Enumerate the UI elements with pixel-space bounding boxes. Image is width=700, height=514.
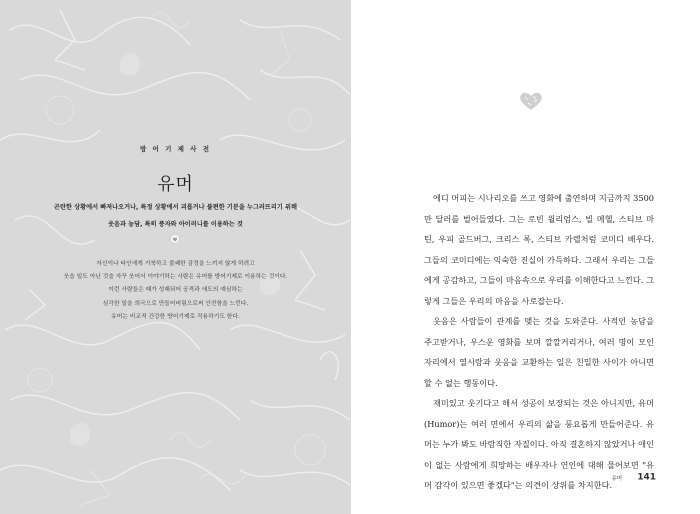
definition-notes — [0, 258, 351, 324]
definition-lead — [0, 199, 351, 233]
page-footer — [611, 467, 656, 486]
note-line: 자신이나 타인에게 거북하고 불쾌한 감정을 느끼지 않게 하려고 — [96, 261, 255, 267]
right-page — [351, 0, 700, 514]
page-title: 유머 — [157, 174, 194, 195]
note-line: 웃을 일도 아닌 것을 자꾸 웃어서 이야기하는 사람은 유머를 방어기제로 이용하는 것이다. — [63, 274, 288, 281]
lead-line: 곤란한 상황에서 빠져나오거나, 특정 상황에서 괴롭거나 불편한 기분을 누그러뜨리기 위해 — [54, 204, 297, 211]
heart-ornament-icon — [170, 234, 180, 244]
heart-icon — [519, 91, 543, 111]
note-line: 심각한 일을 희극으로 만들어버림으로써 안전함을 느낀다. — [102, 300, 249, 307]
paragraph: 웃음은 사람들이 관계를 맺는 것을 도와준다. 사적인 농담을 주고받거나, 우스운 영화를 보며 깔깔거리거나, 여러 명이 모인 자리에서 열시람과 웃음을 교환하는 일은 친밀한 사이가 아니면 할 수 없는 행동이다. — [424, 316, 654, 388]
page-number: 141 — [637, 472, 656, 483]
running-title: 유머 — [611, 475, 623, 482]
section-kicker: 방 어 기 제 사 전 — [140, 145, 211, 153]
paragraph: 재미있고 웃기다고 해서 성공이 보장되는 것은 아니지만, 유머(Humor)는 여러 면에서 우리의 삶을 풍요롭게 만들어준다. 유머는 누가 봐도 바람직한 자질이다. 아직 결혼하지 않았거나 애인이 없는 사람에게 희망하는 배우자나 연인에 대해 물어보면 "유머 감각이 있으면 좋겠다"는 의견이 상위를 차지한다. — [424, 398, 654, 490]
body-text — [424, 188, 654, 496]
paragraph: 에디 머피는 시나리오를 쓰고 영화에 출연하며 지금까지 3500만 달러를 벌어들였다. 그는 로빈 윌리엄스, 빌 메헬, 스티브 마틴, 우피 골드버그, 크리스 록, 스티브 카렐처럼 코미디 배우다. 그들의 코미디에는 익숙한 진실이 가득하다. 그래서 우리는 그들에게 공감하고, 그들이 마음속으로 우리를 이해한다고 느낀다. 그렇게 그들은 우리의 마음을 사로잡는다. — [424, 193, 654, 306]
note-line: 이런 사람들은 때가 성패되어 공격과 애도의 예심하는 — [108, 287, 243, 294]
note-line: 유머는 비교적 건강한 방어기제로 작용하기도 한다. — [111, 313, 240, 320]
lead-line: 웃음과 농담, 특히 풍자와 아이러니를 이용하는 것 — [108, 221, 243, 228]
